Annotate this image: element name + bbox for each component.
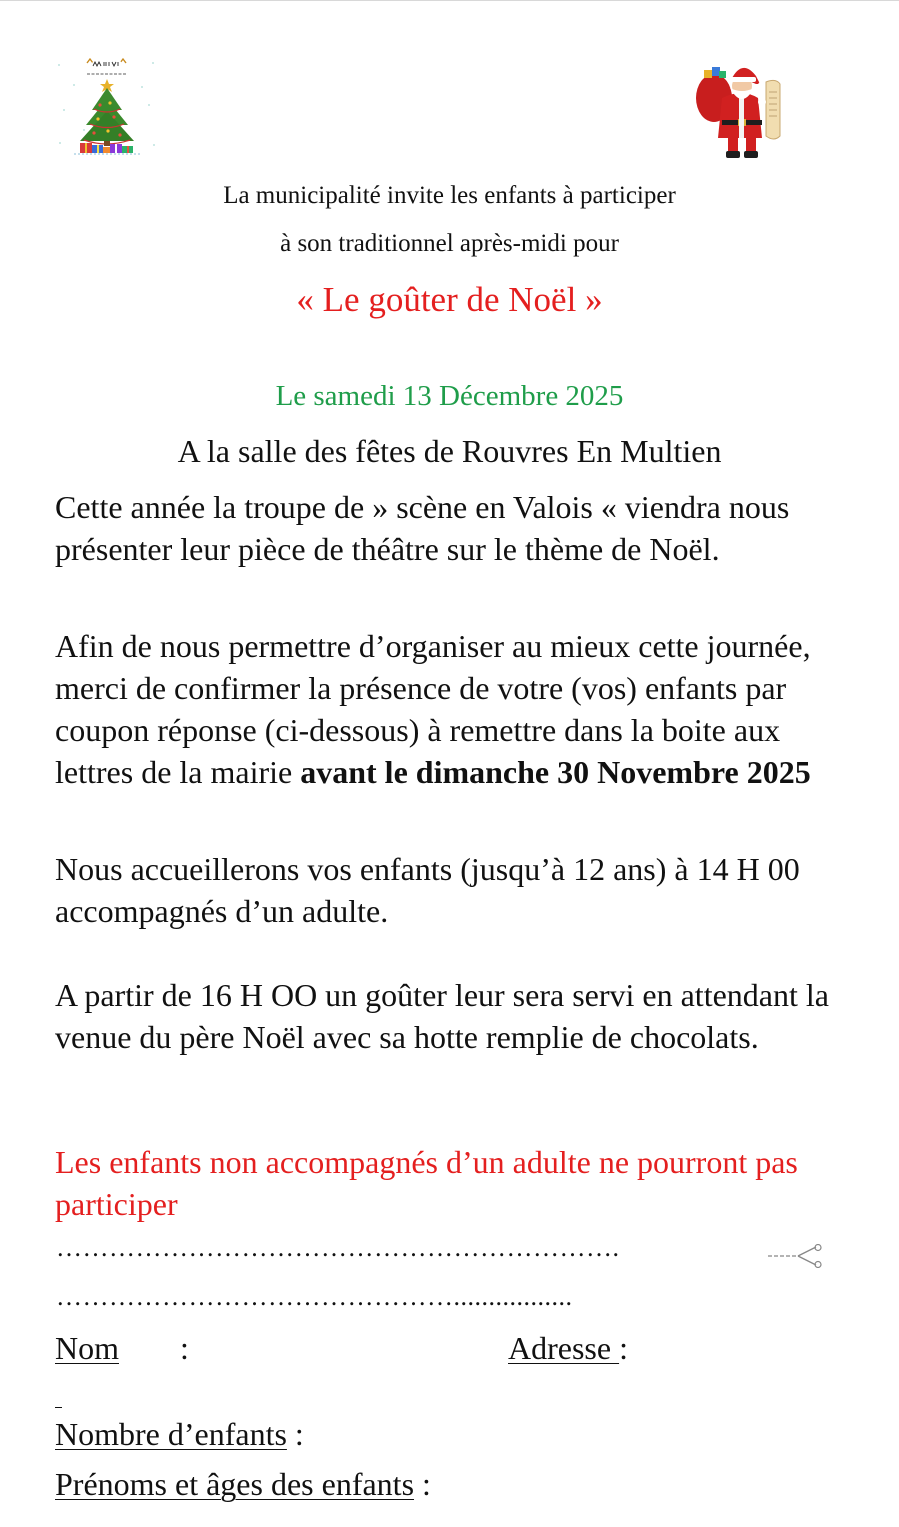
prenoms-ages-label xyxy=(55,1466,431,1503)
paragraph-snack: A partir de 16 H OO un goûter leur sera servi en attendant la venue du père Noël avec sa hotte remplie de chocolats. xyxy=(55,977,829,1055)
deadline-text: avant le dimanche 30 Novembre 2025 xyxy=(300,754,811,790)
paragraph-theatre: Cette année la troupe de » scène en Valois « viendra nous présenter leur pièce de théâtre sur le thème de Noël. xyxy=(55,489,790,567)
nom-label xyxy=(55,1330,119,1367)
nom-colon: : xyxy=(180,1330,189,1366)
santa-claus-icon xyxy=(692,58,788,164)
event-date: Le samedi 13 Décembre 2025 xyxy=(275,380,624,412)
nombre-colon: : xyxy=(286,1416,304,1452)
santa-claus-image xyxy=(692,58,788,164)
prenoms-colon: : xyxy=(414,1466,431,1502)
paragraph-confirmation xyxy=(55,625,855,793)
cut-line-1: ………………………………………………………. xyxy=(56,1233,620,1262)
warning-text: Les enfants non accompagnés d’un adulte ne pourront pas participer xyxy=(55,1144,798,1222)
event-location: A la salle des fêtes de Rouvres En Multien xyxy=(177,433,722,469)
adresse-colon: : xyxy=(619,1330,628,1366)
event-title: « Le goûter de Noël » xyxy=(296,280,603,319)
nombre-label-text: Nombre d’enfants xyxy=(55,1416,287,1452)
prenoms-label-text: Prénoms et âges des enfants xyxy=(55,1466,415,1502)
nom-label-text: Nom xyxy=(55,1330,119,1366)
adresse-label xyxy=(508,1330,628,1367)
intro-line-1: La municipalité invite les enfants à participer xyxy=(223,182,676,209)
christmas-tree-icon xyxy=(54,55,160,160)
cut-line-2: ………………………………………................. xyxy=(56,1282,573,1311)
small-dash xyxy=(55,1407,62,1408)
christmas-tree-image xyxy=(54,55,160,160)
scissors-icon xyxy=(768,1244,826,1268)
adresse-label-text: Adresse xyxy=(508,1330,620,1366)
confirmation-text: Afin de nous permettre d’organiser au mieux cette journée, merci de confirmer la présence de votre (vos) enfants par coupon réponse (ci-dessous) à remettre dans la boite aux lettres de la mairie xyxy=(55,628,811,790)
paragraph-welcome: Nous accueillerons vos enfants (jusqu’à 12 ans) à 14 H 00 accompagnés d’un adulte. xyxy=(55,851,800,929)
top-border xyxy=(0,0,899,1)
intro-line-2: à son traditionnel après-midi pour xyxy=(280,230,619,257)
nombre-enfants-label xyxy=(55,1416,304,1453)
